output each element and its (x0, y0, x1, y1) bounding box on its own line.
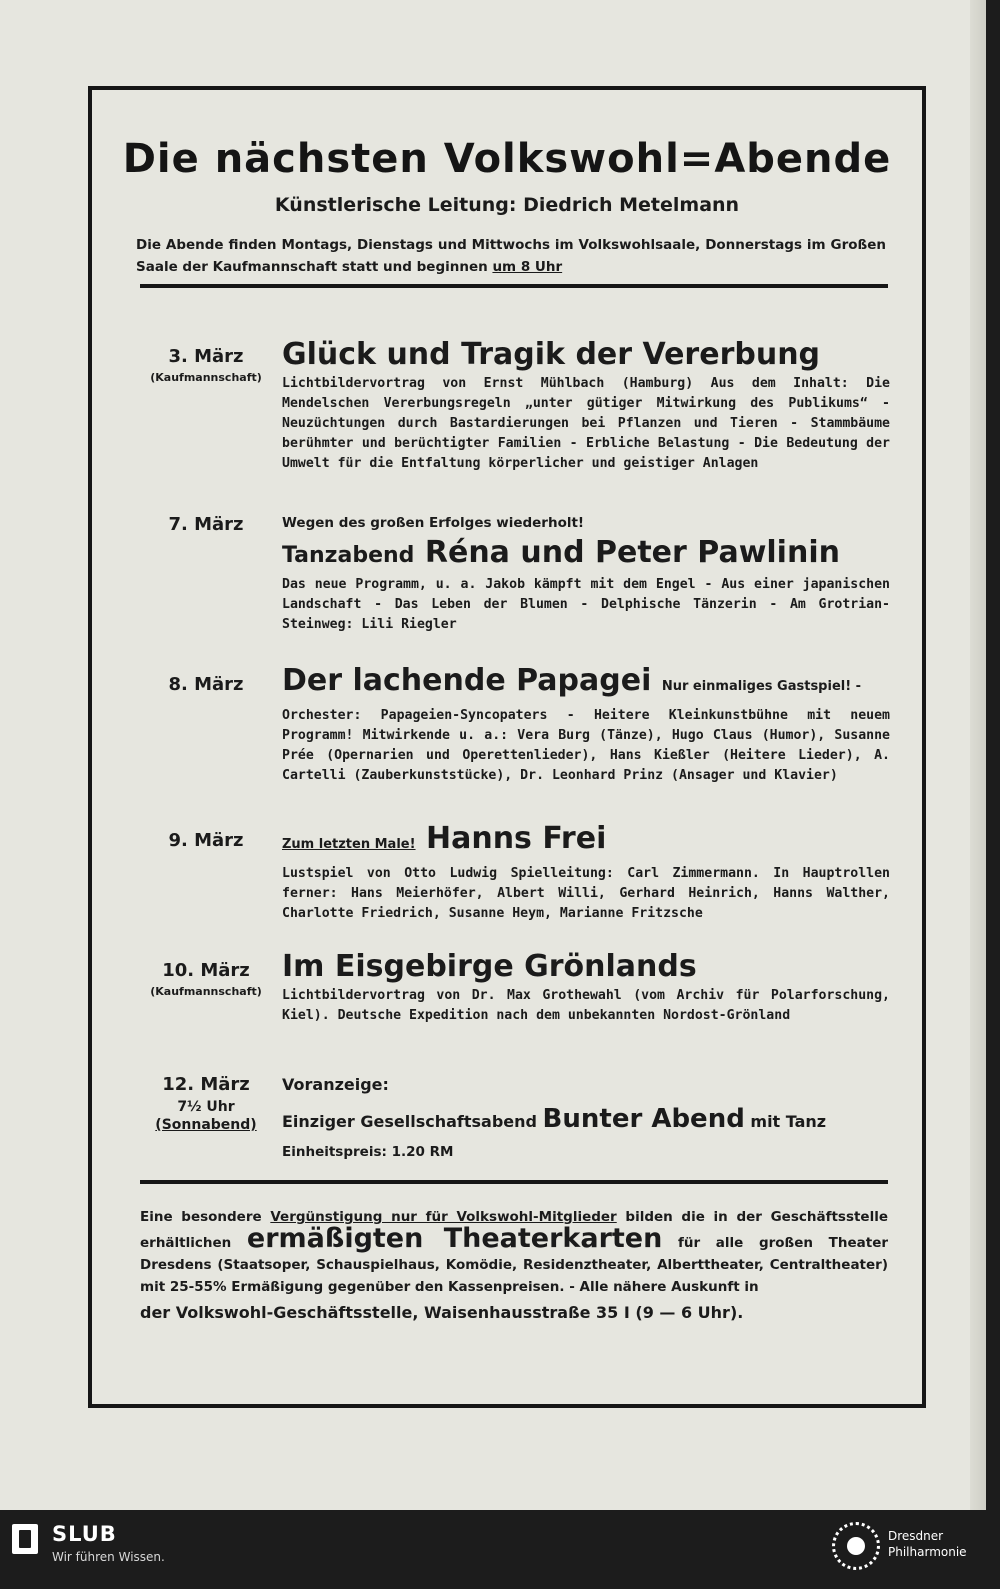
event-date-text: 12. März (162, 1074, 250, 1095)
event-description: Orchester: Papageien-Syncopaters - Heitere Kleinkunstbühne mit neuem Programm! Mitwirkende u. a.: Vera Burg (Tänze), Hugo Claus (Humor), Susanne Prée (Opernarien und Operettenlieder), Hans Kießler (Heitere Lieder), A. Cartelli (Zauberkunststücke), Dr. Leonhard Prinz (Ansager und Klavier) (282, 708, 890, 783)
event-date (140, 960, 272, 998)
event-description: Lichtbildervortrag von Dr. Max Grothewahl (vom Archiv für Polarforschung, Kiel). Deutsche Expedition nach dem unbekannten Nordost-Grönland (282, 988, 890, 1023)
page-title: Die nächsten Volkswohl=Abende (122, 136, 892, 182)
event-headline-prefix: Tanzabend (282, 543, 415, 568)
event-headline (282, 534, 890, 575)
event-description: Lichtbildervortrag von Ernst Mühlbach (Hamburg) Aus dem Inhalt: Die Mendelschen Vererbungsregeln „unter gütiger Mitwirkung des Publikums“ - Neuzüchtungen durch Bastardierungen bei Pflanzen und Tieren - Stammbäume berühmter und berüchtigter Familien - Erbliche Belastung - Die Bedeutung der Umwelt für die Entfaltung körperlicher und geistiger Anlagen (282, 376, 890, 471)
event-body (282, 1074, 890, 1163)
event-line-suffix: mit Tanz (750, 1112, 827, 1131)
event-venue: (Kaufmannschaft) (150, 985, 262, 998)
member-discount-notice (140, 1206, 888, 1328)
intro-text: Die Abende finden Montags, Dienstags und Mittwochs im Volkswohlsaale, Donnerstags im Großen Saale der Kaufmannschaft statt und beginnen (136, 237, 886, 275)
page-edge (970, 0, 986, 1510)
event-body (282, 512, 890, 635)
footer-text-2: bilden die in der Geschäftsstelle erhältlichen (140, 1209, 888, 1251)
event-headline-suffix: Nur einmaliges Gastspiel! - (661, 679, 862, 694)
partner-name[interactable] (888, 1528, 967, 1560)
event-time: 7½ Uhr (177, 1099, 235, 1115)
event-price: Einheitspreis: 1.20 RM (282, 1144, 454, 1160)
event-date-text: 9. März (168, 830, 244, 851)
event-note: Wegen des großen Erfolges wiederholt! (282, 515, 585, 531)
footer-member-benefit: Vergünstigung nur für Volkswohl-Mitglieder (270, 1209, 617, 1225)
event-description: Lustspiel von Otto Ludwig Spielleitung: Carl Zimmermann. In Hauptrollen ferner: Hans Meierhöfer, Albert Willi, Gerhard Heinrich, Hanns Walther, Charlotte Friedrich, Susanne Heym, Marianne Fritzsche (282, 866, 890, 921)
event-line-prefix: Einziger Gesellschaftsabend (282, 1112, 537, 1131)
partner-name-line1: Dresdner (888, 1529, 944, 1543)
event-date (140, 346, 272, 384)
event-headline-text: Réna und Peter Pawlinin (424, 535, 840, 570)
event-headline: Im Eisgebirge Grönlands (282, 949, 697, 984)
divider-top (140, 284, 888, 288)
viewer-footer (0, 1510, 1000, 1589)
event-headline: Glück und Tragik der Vererbung (282, 337, 821, 372)
event-headline (282, 1100, 890, 1141)
philharmonie-logo-icon[interactable] (832, 1522, 880, 1570)
event-day: (Sonnabend) (155, 1117, 257, 1133)
event-venue: (Kaufmannschaft) (150, 371, 262, 384)
footer-address: der Volkswohl-Geschäftsstelle, Waisenhausstraße 35 I (9 — 6 Uhr). (140, 1303, 744, 1322)
intro-start-time: um 8 Uhr (492, 259, 563, 275)
event-lead: Zum letzten Male! (282, 837, 416, 852)
divider-bottom (140, 1180, 888, 1184)
event-headline-text: Hanns Frei (425, 821, 607, 856)
footer-highlight: ermäßigten Theaterkarten (246, 1223, 663, 1254)
event-date (140, 674, 272, 695)
event-description: Das neue Programm, u. a. Jakob kämpft mit dem Engel - Aus einer japanischen Landschaft - Das Leben der Blumen - Delphische Tänzerin - Am Grotrian-Steinweg: Lili Riegler (282, 577, 890, 632)
slub-logo-icon[interactable] (12, 1524, 38, 1554)
library-tagline: Wir führen Wissen. (52, 1550, 165, 1564)
event-body (282, 662, 890, 786)
library-name[interactable]: SLUB (52, 1522, 117, 1546)
event-headline (282, 820, 890, 864)
event-headline (282, 662, 890, 706)
event-note: Voranzeige: (282, 1075, 389, 1094)
event-date-text: 3. März (168, 346, 244, 367)
partner-name-line2: Philharmonie (888, 1545, 967, 1559)
event-headline-text: Bunter Abend (542, 1104, 745, 1134)
event-body (282, 948, 890, 1026)
footer-text-1: Eine besondere (140, 1209, 262, 1225)
event-date (140, 830, 272, 851)
event-headline-text: Der lachende Papagei (282, 663, 652, 698)
event-date (140, 514, 272, 535)
event-date (140, 1074, 272, 1133)
footer-text-3: für alle großen Theater Dresdens (Staatsoper, Schauspielhaus, Komödie, Residenztheater, Alberttheater, Centraltheater) mit 25-55% Ermäßigung gegenüber den Kassenpreisen. - Alle nähere Auskunft in (140, 1235, 889, 1295)
event-body (282, 820, 890, 924)
event-date-text: 7. März (168, 514, 244, 535)
event-body (282, 336, 890, 474)
schedule-intro (136, 234, 886, 278)
artistic-director: Künstlerische Leitung: Diedrich Metelmann (274, 194, 740, 216)
event-date-text: 8. März (168, 674, 244, 695)
event-date-text: 10. März (162, 960, 250, 981)
program-frame (88, 86, 926, 1408)
